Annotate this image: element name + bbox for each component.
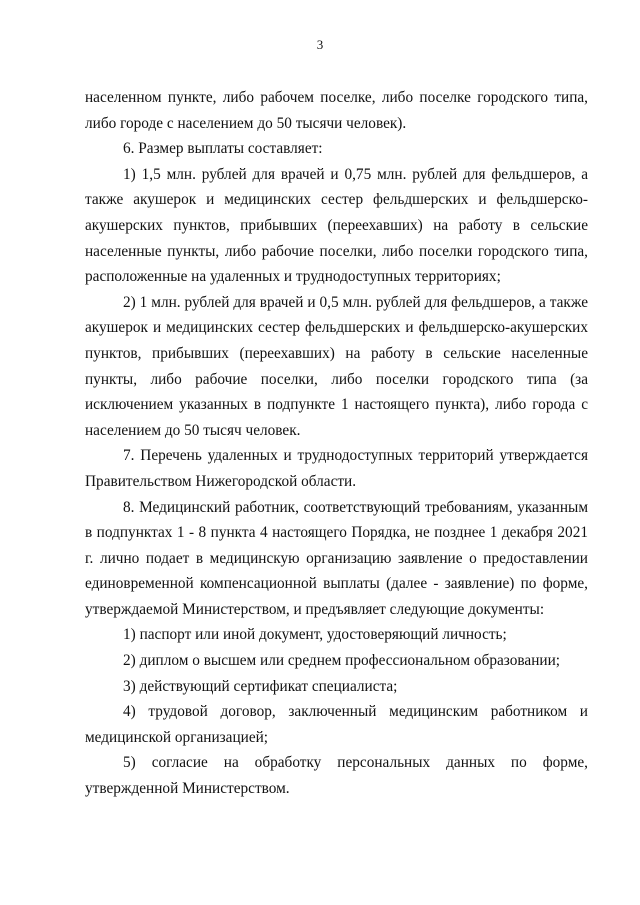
- paragraph-document-1: 1) паспорт или иной документ, удостоверяющий личность;: [123, 626, 507, 644]
- paragraph-document-2: 2) диплом о высшем или среднем профессиональном образовании;: [123, 652, 561, 670]
- paragraph-continuation: населенном пункте, либо рабочем поселке, либо поселке городского типа, либо городе с населением до 50 тысячи человек).: [85, 89, 588, 132]
- paragraph-subitem-6-1: 1) 1,5 млн. рублей для врачей и 0,75 млн. рублей для фельдшеров, а также акушерок и медицинских сестер фельдшерских и фельдшерско-акушерских пунктов, прибывших (переехавших) на работу в сельские населенные пункты, либо рабочие поселки, либо поселки городского типа, расположенные на удаленных и труднодоступных территориях;: [85, 165, 588, 286]
- paragraph-document-3: 3) действующий сертификат специалиста;: [123, 677, 398, 695]
- paragraph-document-5: 5) согласие на обработку персональных данных по форме, утвержденной Министерством.: [85, 754, 588, 798]
- document-body: [85, 85, 588, 802]
- paragraph-subitem-6-2: 2) 1 млн. рублей для врачей и 0,5 млн. рублей для фельдшеров, а также акушерок и медицинских сестер фельдшерских и фельдшерско-акушерских пунктов, прибывших (переехавших) на работу в сельские населенные пункты, либо рабочие поселки, либо поселки городского типа (за исключением указанных в подпункте 1 настоящего пункта), либо города с населением до 50 тысяч человек.: [85, 293, 588, 439]
- paragraph-item-6: 6. Размер выплаты составляет:: [123, 140, 323, 158]
- paragraph-item-7: 7. Перечень удаленных и труднодоступных территорий утверждается Правительством Нижегородской области.: [85, 447, 588, 490]
- paragraph-document-4: 4) трудовой договор, заключенный медицинским работником и медицинской организацией;: [85, 703, 588, 746]
- page-number: 3: [316, 37, 324, 52]
- paragraph-item-8: 8. Медицинский работник, соответствующий требованиям, указанным в подпунктах 1 - 8 пункта 4 настоящего Порядка, не позднее 1 декабря 2021 г. лично подает в медицинскую организацию заявление о предоставлении единовременной компенсационной выплаты (далее - заявление) по форме, утверждаемой Министерством, и предъявляет следующие документы:: [85, 498, 588, 618]
